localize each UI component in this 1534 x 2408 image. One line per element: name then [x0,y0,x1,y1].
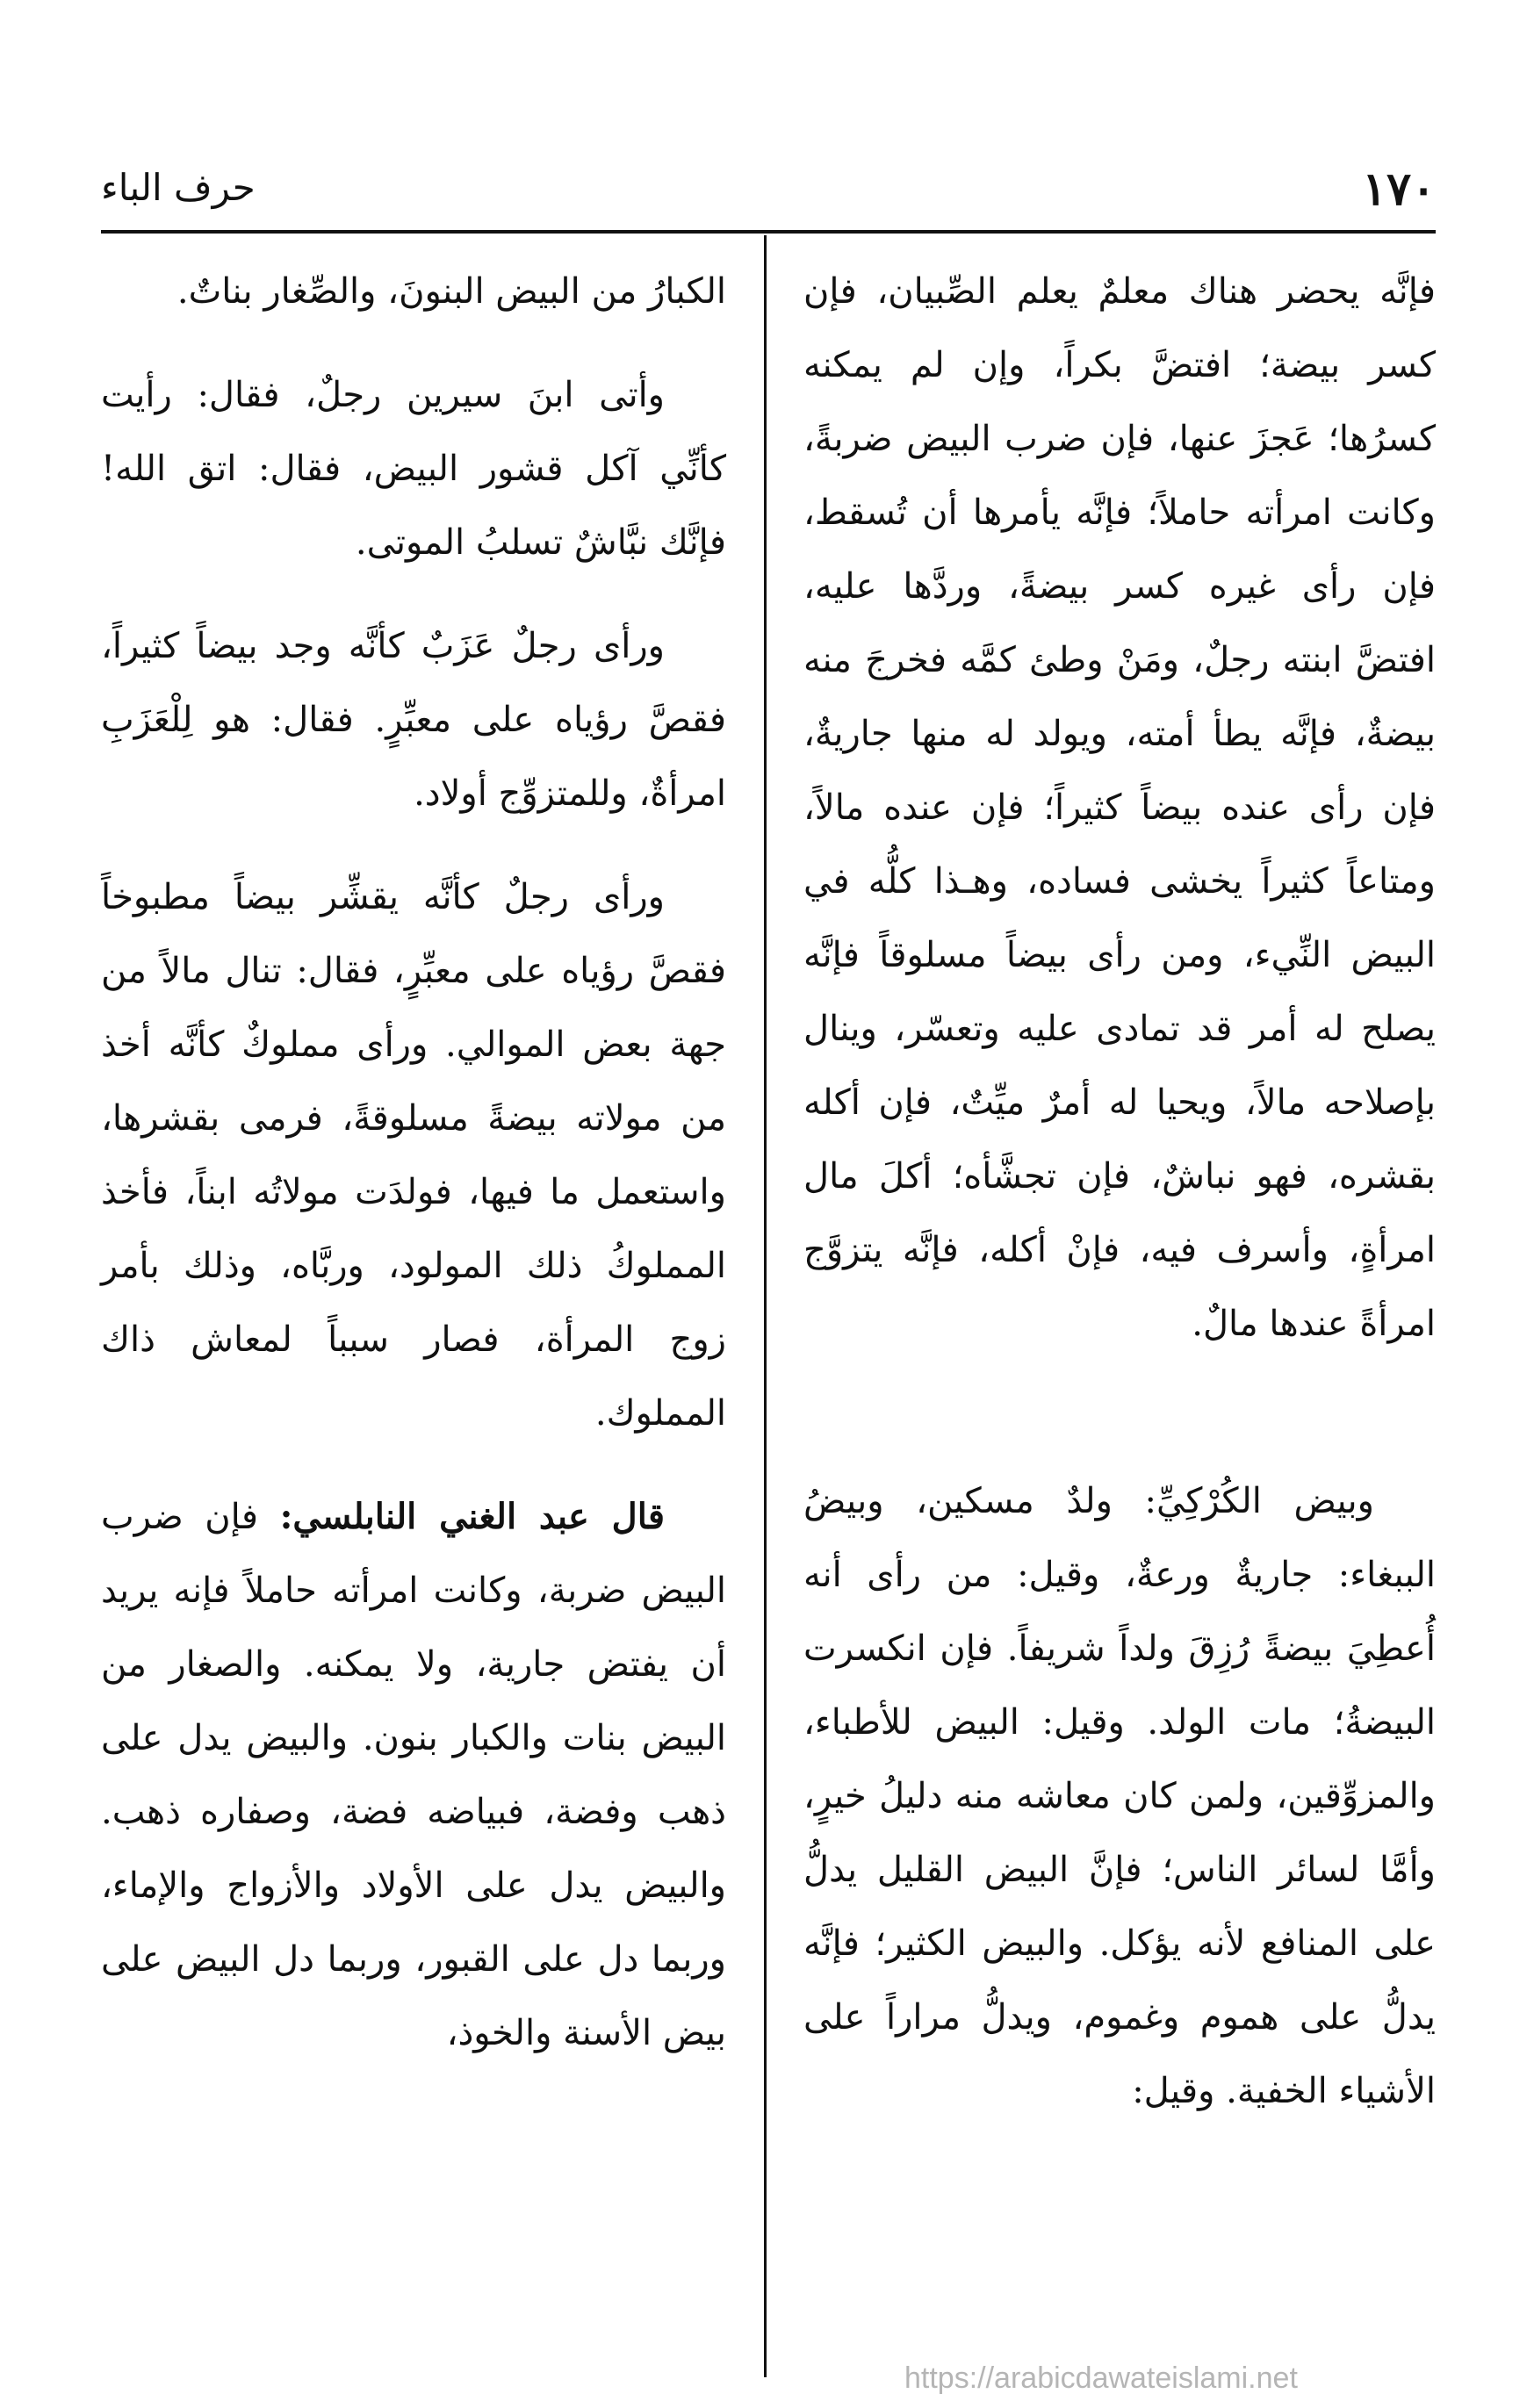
running-head: حرف الباء [101,166,256,209]
right-column [803,255,1436,2128]
page-header [101,162,1436,233]
quote-attribution: قال عبد الغني النابلسي: [279,1496,665,1537]
right-paragraph-2: وبيض الكُرْكِيِّ: ولدٌ مسكين، وبيضُ الببغاء: جاريةٌ ورعةٌ، وقيل: من رأى أنه أُعطِيَ بيضةً رُزِقَ ولداً شريفاً. فإن انكسرت البيضةُ؛ مات الولد. وقيل: البيض للأطباء، والمزوِّقين، ولمن كان معاشه منه دليلُ خيرٍ، وأمَّا لسائر الناس؛ فإنَّ البيض القليل يدلُّ على المنافع لأنه يؤكل. والبيض الكثير؛ فإنَّه يدلُّ على هموم وغموم، ويدلُّ مراراً على الأشياء الخفية. وقيل: [803,1481,1436,2111]
left-column [101,255,726,2070]
left-paragraph-1: الكبارُ من البيض البنونَ، والصِّغار بناتٌ. [176,271,726,312]
page-number: ١٧٠ [1362,162,1436,216]
watermark-url: https://arabicdawateislami.net [904,2361,1298,2395]
left-paragraph-2: وأتى ابنَ سيرين رجلٌ، فقال: رأيت كأنِّي آكل قشور البيض، فقال: اتق الله! فإنَّك نبَّاشٌ تسلبُ الموتى. [101,375,726,563]
column-divider [764,235,767,2377]
left-paragraph-5 [101,1480,726,2070]
left-paragraph-5-body: فإن ضرب البيض ضربة، وكانت امرأته حاملاً فإنه يريد أن يفتض جارية، ولا يمكنه. والصغار من البيض بنات والكبار بنون. والبيض يدل على ذهب وفضة، فبياضه فضة، وصفاره ذهب. والبيض يدل على الأولاد والأزواج والإماء، وربما دل على القبور، وربما دل البيض على بيض الأسنة والخوذ، [101,1497,726,2053]
header-rule [101,230,1436,234]
left-paragraph-4: ورأى رجلٌ كأنَّه يقشِّر بيضاً مطبوخاً فقصَّ رؤياه على معبِّرٍ، فقال: تنال مالاً من جهة بعض الموالي. ورأى مملوكٌ كأنَّه أخذ من مولاته بيضةً مسلوقةً، فرمى بقشرها، واستعمل ما فيها، فولدَت مولاتُه ابناً، فأخذ المملوكُ ذلك المولود، وربَّاه، وذلك بأمر زوج المرأة، فصار سبباً لمعاش ذاك المملوك. [101,877,726,1434]
right-paragraph-1: فإنَّه يحضر هناك معلمٌ يعلم الصِّبيان، فإن كسر بيضة؛ افتضَّ بكراً، وإن لم يمكنه كسرُها؛ عَجزَ عنها، فإن ضرب البيض ضربةً، وكانت امرأته حاملاً؛ فإنَّه يأمرها أن تُسقط، فإن رأى غيره كسر بيضةً، وردَّها عليه، افتضَّ ابنته رجلٌ، ومَنْ وطئ كمَّه فخرجَ منه بيضةٌ، فإنَّه يطأ أمته، ويولد له منها جاريةٌ، فإن رأى عنده بيضاً كثيراً؛ فإن عنده مالاً، ومتاعاً كثيراً يخشى فساده، وهـذا كلُّه في البيض النِّيء، ومن رأى بيضاً مسلوقاً فإنَّه يصلح له أمر قد تمادى عليه وتعسّر، وينال بإصلاحه مالاً، ويحيا له أمرٌ ميِّتٌ، فإن أكله بقشره، فهو نباشٌ، فإن تجشَّأه؛ أكلَ مال امرأةٍ، وأسرف فيه، فإنْ أكله، فإنَّه يتزوَّج امرأةً عندها مالٌ. [803,271,1436,1344]
left-paragraph-3: ورأى رجلٌ عَزَبٌ كأنَّه وجد بيضاً كثيراً، فقصَّ رؤياه على معبِّرٍ. فقال: هو لِلْعَزَبِ امرأةٌ، وللمتزوِّج أولاد. [101,626,726,814]
